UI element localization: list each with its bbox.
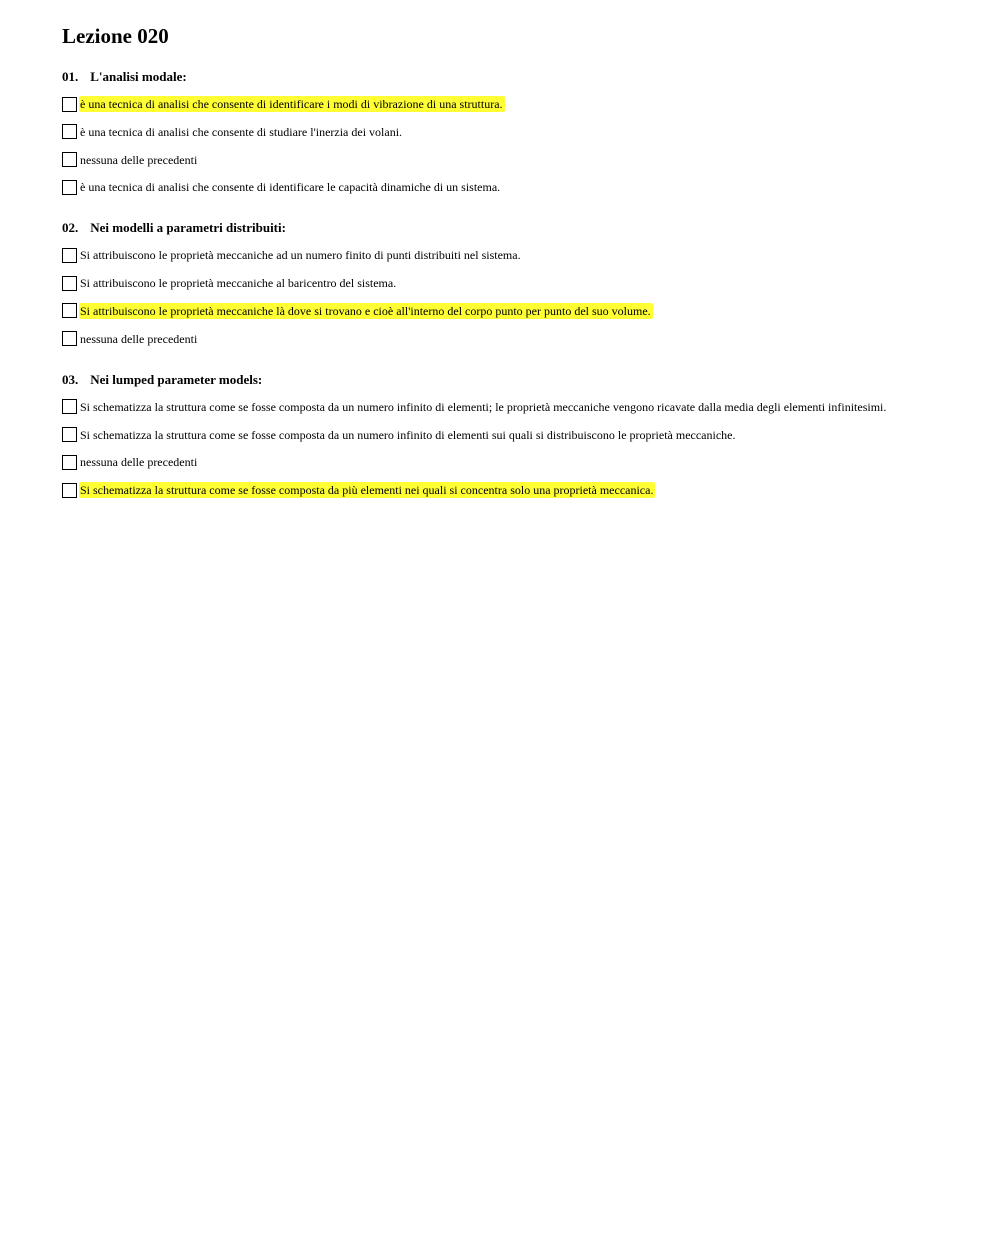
answer-checkbox[interactable] bbox=[62, 248, 77, 263]
answer-checkbox[interactable] bbox=[62, 483, 77, 498]
answer-checkbox[interactable] bbox=[62, 455, 77, 470]
answer-checkbox[interactable] bbox=[62, 97, 77, 112]
answer-options bbox=[62, 397, 962, 500]
answer-text: nessuna delle precedenti bbox=[80, 152, 198, 167]
answer-text: Si schematizza la struttura come se fosse composta da un numero infinito di elementi; le proprietà meccaniche vengono ricavate dalla media degli elementi infinitesimi. bbox=[80, 399, 887, 414]
answer-text: è una tecnica di analisi che consente di studiare l'inerzia dei volani. bbox=[80, 124, 403, 139]
answer-option[interactable] bbox=[62, 273, 962, 293]
answer-option[interactable] bbox=[62, 480, 962, 500]
answer-option[interactable] bbox=[62, 301, 962, 321]
answer-option[interactable] bbox=[62, 452, 962, 472]
question-header bbox=[62, 67, 962, 87]
answer-checkbox[interactable] bbox=[62, 331, 77, 346]
answer-checkbox[interactable] bbox=[62, 152, 77, 167]
question-number: 01. bbox=[62, 69, 79, 84]
question-1 bbox=[62, 67, 962, 197]
answer-text: nessuna delle precedenti bbox=[80, 455, 198, 470]
quiz-page bbox=[62, 22, 962, 508]
answer-text: Si attribuiscono le proprietà meccaniche ad un numero finito di punti distribuiti nel sistema. bbox=[80, 248, 521, 263]
question-title: Nei modelli a parametri distribuiti: bbox=[90, 220, 286, 236]
question-header bbox=[62, 218, 962, 238]
answer-checkbox[interactable] bbox=[62, 180, 77, 195]
answer-text: Si schematizza la struttura come se fosse composta da un numero infinito di elementi sui quali si distribuiscono le proprietà meccaniche. bbox=[80, 427, 736, 442]
answer-option[interactable] bbox=[62, 397, 962, 417]
answer-options bbox=[62, 245, 962, 348]
answer-option[interactable] bbox=[62, 122, 962, 142]
answer-checkbox[interactable] bbox=[62, 124, 77, 139]
answer-option[interactable] bbox=[62, 329, 962, 349]
question-number: 03. bbox=[62, 371, 79, 387]
question-2 bbox=[62, 218, 962, 348]
answer-checkbox[interactable] bbox=[62, 303, 77, 318]
question-title: L'analisi modale: bbox=[90, 69, 187, 84]
answer-text: Si schematizza la struttura come se fosse composta da più elementi nei quali si concentra solo una proprietà meccanica. bbox=[80, 483, 654, 498]
answer-option[interactable] bbox=[62, 177, 962, 197]
answer-option[interactable] bbox=[62, 245, 962, 265]
answer-option[interactable] bbox=[62, 94, 962, 114]
lesson-title: Lezione 020 bbox=[62, 24, 169, 48]
answer-option[interactable] bbox=[62, 425, 962, 445]
answer-checkbox[interactable] bbox=[62, 399, 77, 414]
question-number: 02. bbox=[62, 220, 79, 236]
question-title: Nei lumped parameter models: bbox=[90, 371, 263, 387]
answer-option[interactable] bbox=[62, 150, 962, 170]
answer-text: è una tecnica di analisi che consente di identificare i modi di vibrazione di una struttura. bbox=[80, 97, 503, 111]
answer-text: nessuna delle precedenti bbox=[80, 331, 198, 346]
answer-text: Si attribuiscono le proprietà meccaniche là dove si trovano e cioè all'interno del corpo punto per punto del suo volume. bbox=[80, 303, 651, 318]
answer-checkbox[interactable] bbox=[62, 427, 77, 442]
question-3 bbox=[62, 370, 962, 500]
answer-checkbox[interactable] bbox=[62, 276, 77, 291]
answer-options bbox=[62, 94, 962, 197]
question-header bbox=[62, 370, 962, 390]
answer-text: è una tecnica di analisi che consente di identificare le capacità dinamiche di un sistema. bbox=[80, 180, 501, 195]
answer-text: Si attribuiscono le proprietà meccaniche al baricentro del sistema. bbox=[80, 276, 397, 291]
